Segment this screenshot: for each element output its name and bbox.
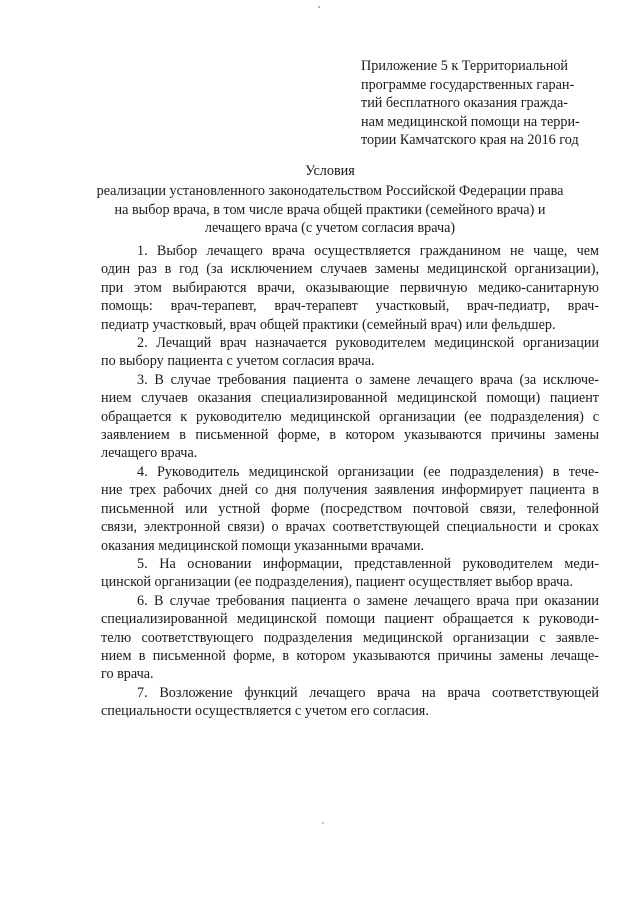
title-heading: Условия: [305, 163, 355, 179]
scan-dot-bottom: [322, 822, 324, 824]
text-line: 7. Возложение функций лечащего врача на врача соответствующей: [137, 684, 599, 701]
text-line: помощь: врач-терапевт, врач-терапевт участковый, врач-педиатр, врач-: [101, 298, 599, 315]
text-line: цинской организации (ее подразделения), пациент осуществляет выбор врача.: [101, 574, 573, 591]
paragraph-6: [101, 592, 599, 684]
text-line: нием в письменной форме, в котором указываются причины замены лечаще-: [101, 647, 599, 664]
paragraph-7: [101, 684, 599, 721]
title-line: лечащего врача (с учетом согласия врача): [204, 220, 456, 237]
text-line: 6. В случае требования пациента о замене лечащего врача при оказании: [137, 592, 599, 609]
paragraph-2: [101, 334, 599, 371]
paragraph-4: [101, 463, 599, 555]
text-line: го врача.: [101, 666, 154, 683]
text-line: лечащего врача.: [101, 445, 198, 462]
text-line: 3. В случае требования пациента о замене лечащего врача (за исключе-: [137, 371, 599, 388]
appendix-line: тории Камчатского края на 2016 год: [361, 132, 579, 149]
text-line: специализированной медицинской помощи пациент обращается к руководи-: [101, 611, 599, 628]
text-line: при этом выбираются врачи, оказывающие первичную медико-санитарную: [101, 279, 599, 296]
document-body: [101, 242, 599, 721]
text-line: 1. Выбор лечащего врача осуществляется гражданином не чаще, чем: [137, 243, 599, 259]
paragraph-1: [101, 242, 599, 334]
paragraph-5: [101, 555, 599, 592]
text-line: телю соответствующего подразделения медицинской организации с заявле-: [101, 629, 599, 646]
text-line: заявлением в письменной форме, в котором указываются причины замены: [101, 427, 599, 444]
text-line: специальности осуществляется с учетом его согласия.: [101, 703, 429, 720]
appendix-line: программе государственных гаран-: [361, 76, 575, 93]
document-title: [80, 162, 580, 238]
text-line: связи, электронной связи) о врачах соответствующей специальности и сроках: [101, 519, 599, 536]
text-line: обращается к руководителю медицинской организации (ее подразделения) с: [101, 408, 599, 425]
text-line: нием случаев оказания специализированной медицинской помощи) пациент: [101, 390, 599, 407]
text-line: ние трех рабочих дней со дня получения заявления информирует пациента в: [101, 482, 599, 499]
text-line: 4. Руководитель медицинской организации (ее подразделения) в тече-: [137, 463, 599, 480]
title-line: на выбор врача, в том числе врача общей практики (семейного врача) и: [114, 201, 546, 218]
appendix-line: нам медицинской помощи на терри-: [361, 113, 580, 130]
appendix-reference: [361, 57, 601, 150]
text-line: педиатр участковый, врач общей практики (семейный врач) или фельдшер.: [101, 316, 556, 333]
appendix-line: тий бесплатного оказания гражда-: [361, 95, 568, 112]
paragraph-3: [101, 371, 599, 463]
title-line: реализации установленного законодательством Российской Федерации права: [96, 183, 564, 200]
text-line: один раз в год (за исключением случаев замены медицинской организации),: [101, 261, 599, 278]
scan-dot-top: [318, 6, 320, 8]
text-line: письменной или устной форме (посредством почтовой связи, телефонной: [101, 500, 599, 517]
text-line: оказания медицинской помощи указанными врачами.: [101, 537, 425, 554]
text-line: по выбору пациента с учетом согласия врача.: [101, 353, 375, 370]
text-line: 5. На основании информации, представленной руководителем меди-: [137, 555, 599, 572]
appendix-line: Приложение 5 к Территориальной: [361, 58, 569, 74]
text-line: 2. Лечащий врач назначается руководителем медицинской организации: [137, 335, 599, 352]
